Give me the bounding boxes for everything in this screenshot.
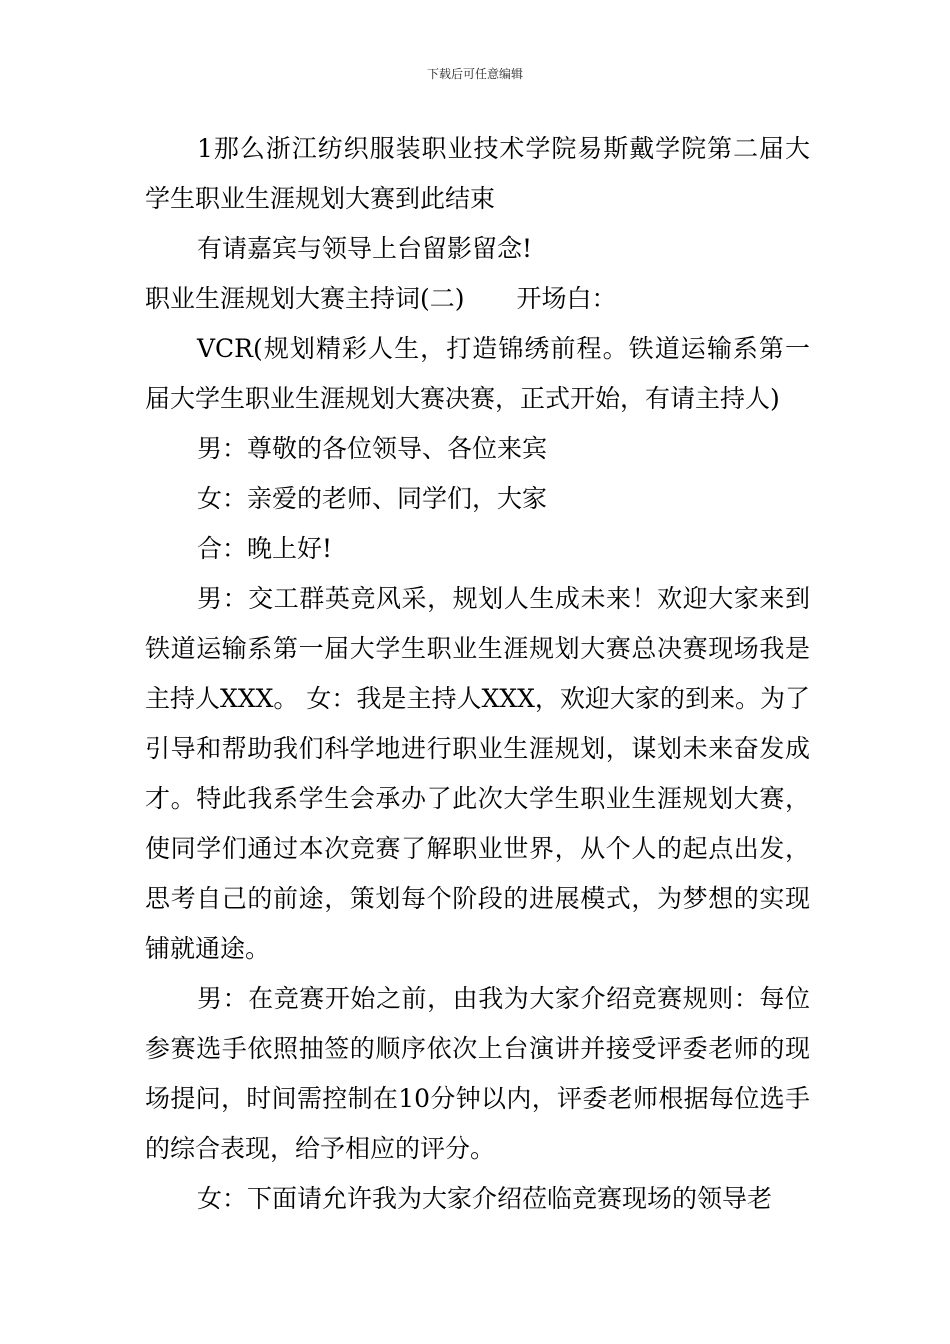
paragraph-male-greeting: 男：尊敬的各位领导、各位来宾 — [197, 434, 548, 463]
paragraph-welcome: 男：交工群英竞风采，规划人生成未来！欢迎大家来到铁道运输系第一届大学生职业生涯规划大赛总决赛现场我是主持人XXX。 女：我是主持人XXX，欢迎大家的到来。为了引导和帮助我们科学地进行职业生涯规划，谋划未来奋发成才。特此我系学生会承办了此次大学生职业生涯规划大赛，使同学们通过本次竞赛了解职业世界，从个人的起点出发，思考自己的前途，策划每个阶段的进展模式，为梦想的实现铺就通途。 — [145, 584, 810, 963]
document-body — [145, 124, 810, 1224]
paragraph-invitation: 有请嘉宾与领导上台留影留念! — [197, 234, 533, 263]
paragraph-female-greeting: 女：亲爱的老师、同学们，大家 — [197, 484, 548, 513]
section-heading — [145, 274, 810, 324]
section-title: 职业生涯规划大赛主持词(二) — [145, 284, 465, 313]
paragraph-vcr: VCR(规划精彩人生，打造锦绣前程。铁道运输系第一届大学生职业生涯规划大赛决赛，正式开始，有请主持人) — [145, 334, 810, 413]
section-subtitle: 开场白： — [516, 284, 617, 313]
page-header-note: 下载后可任意编辑 — [426, 67, 523, 81]
paragraph-closing: 1那么浙江纺织服装职业技术学院易斯戴学院第二届大学生职业生涯规划大赛到此结束 — [145, 134, 810, 213]
paragraph-together-greeting: 合：晚上好! — [197, 534, 333, 563]
paragraph-introduce-guests: 女：下面请允许我为大家介绍莅临竞赛现场的领导老 — [197, 1184, 773, 1213]
paragraph-rules: 男：在竞赛开始之前，由我为大家介绍竞赛规则：每位参赛选手依照抽签的顺序依次上台演讲并接受评委老师的现场提问，时间需控制在10分钟以内，评委老师根据每位选手的综合表现，给予相应的评分。 — [145, 984, 810, 1163]
